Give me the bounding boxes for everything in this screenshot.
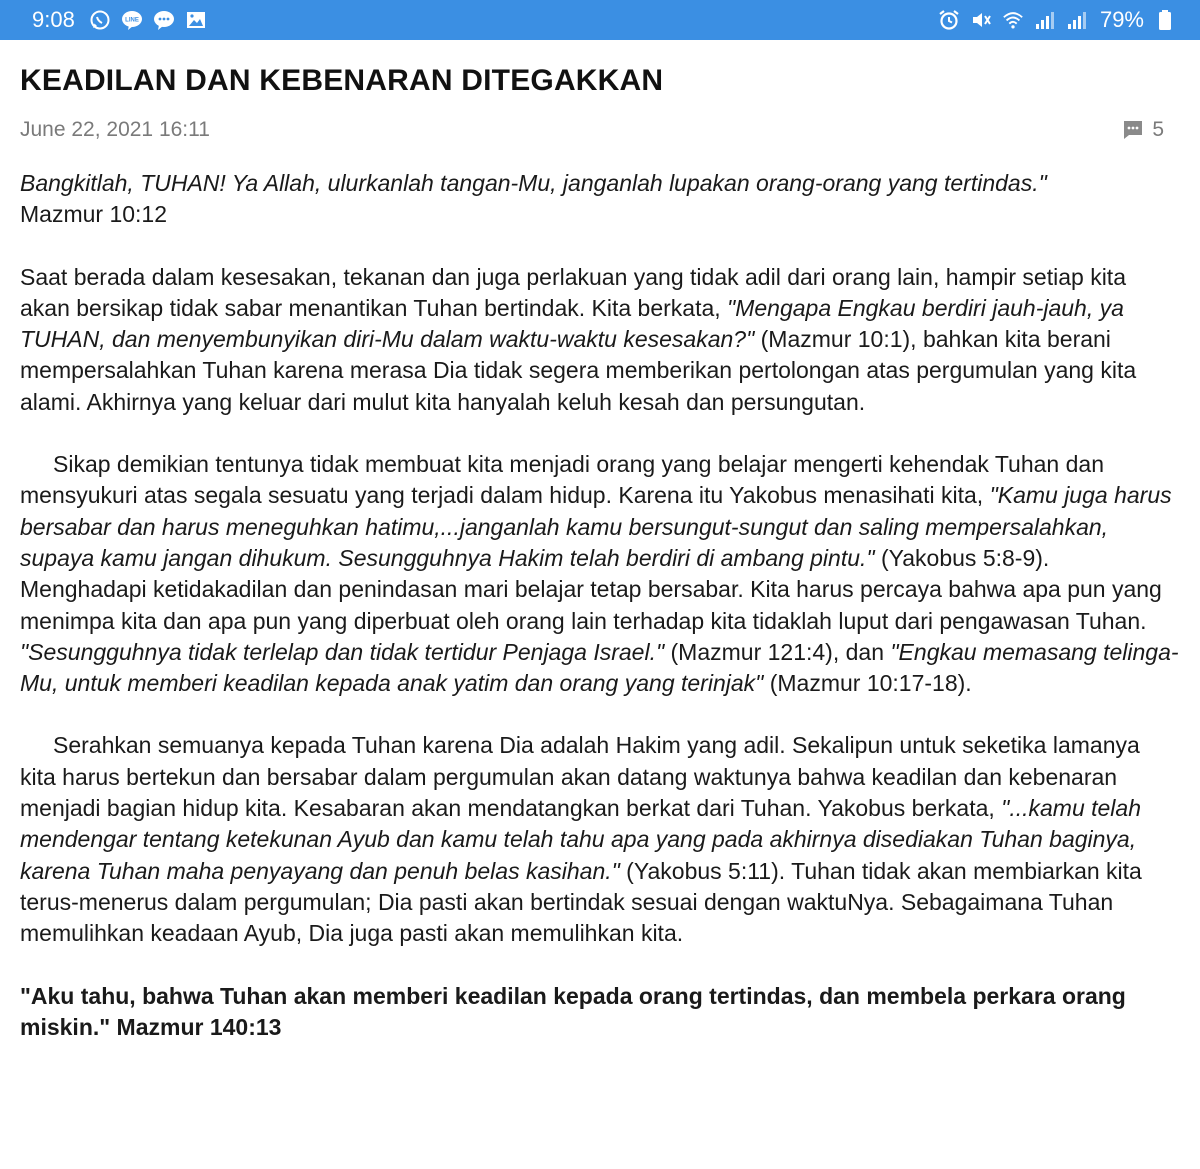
paragraph-3-quote: "...kamu telah mendengar tentang ketekunan Ayub dan kamu telah tahu apa yang pada akhirnya disediakan Tuhan baginya, karena Tuhan maha penyayang dan penuh belas kasihan.": [20, 795, 1141, 884]
paragraph-2-text-4: (Mazmur 10:17-18).: [763, 670, 972, 697]
opening-verse-reference: Mazmur 10:12: [20, 201, 168, 228]
status-time: 9:08: [32, 7, 75, 32]
status-bar: [0, 0, 1200, 40]
paragraph-3: [20, 730, 1180, 949]
paragraph-2: [20, 449, 1180, 699]
line-icon: [121, 9, 143, 31]
paragraph-3-text: Serahkan semuanya kepada Tuhan karena Dia adalah Hakim yang adil. Sekalipun untuk seketika lamanya kita harus bertekun dan bersabar dalam pergumulan akan datang waktunya bahwa keadilan dan kebenaran menjadi bagian hidup kita. Kesabaran akan mendatangkan berkat dari Tuhan. Yakobus berkata,: [20, 732, 1140, 822]
battery-icon: [1154, 9, 1176, 31]
opening-verse: [20, 168, 1180, 231]
alarm-icon: [938, 9, 960, 31]
post-meta: [20, 118, 1180, 142]
closing-verse: "Aku tahu, bahwa Tuhan akan memberi keadilan kepada orang tertindas, dan membela perkara orang miskin." Mazmur 140:13: [20, 982, 1126, 1040]
paragraph-1-text-2: (Mazmur 10:1), bahkan kita berani mempersalahkan Tuhan karena merasa Dia tidak segera memberikan pertolongan atas pergumulan yang kita alami. Akhirnya yang keluar dari mulut kita hanyalah keluh kesah dan persungutan.: [20, 326, 1137, 415]
paragraph-2-text-2: (Yakobus 5:8-9). Menghadapi ketidakadilan dan penindasan mari belajar tetap bersabar. Kita harus percaya bahwa apa pun yang menimpa kita dan apa pun yang diperbuat oleh orang lain terhadap kita tidaklah luput dari pengawasan Tuhan.: [20, 544, 1162, 634]
comment-icon: [1122, 119, 1144, 141]
comments-button[interactable]: [1122, 118, 1180, 142]
paragraph-1-quote: "Mengapa Engkau berdiri jauh-jauh, ya TUHAN, dan menyembunyikan diri-Mu dalam waktu-waktu kesesakan?": [20, 294, 1124, 353]
comment-count: 5: [1152, 118, 1164, 141]
gallery-icon: [185, 9, 207, 31]
opening-verse-text: Bangkitlah, TUHAN! Ya Allah, ulurkanlah tangan-Mu, janganlah lupakan orang-orang yang tertindas.": [20, 170, 1047, 196]
paragraph-2-quote-3: "Engkau memasang telinga-Mu, untuk memberi keadilan kepada anak yatim dan orang yang terinjak": [20, 638, 1179, 697]
wifi-icon: [1002, 9, 1024, 31]
paragraph-1-text: Saat berada dalam kesesakan, tekanan dan juga perlakuan yang tidak adil dari orang lain, hampir setiap kita akan bersikap tidak sabar menantikan Tuhan bertindak. Kita berkata,: [20, 263, 1126, 321]
post-body: [20, 168, 1180, 1043]
post-date: June 22, 2021 16:11: [20, 118, 210, 141]
paragraph-3-text-2: (Yakobus 5:11). Tuhan tidak akan membiarkan kita terus-menerus dalam pergumulan; Dia pasti akan bertindak sesuai dengan waktuNya. Sebagaimana Tuhan memulihkan keadaan Ayub, Dia juga pasti akan memulihkan kita.: [20, 857, 1142, 947]
paragraph-2-text-3: (Mazmur 121:4), dan: [664, 638, 891, 665]
battery-percentage: 79%: [1099, 7, 1144, 32]
svg-text:LINE: LINE: [124, 17, 139, 24]
paragraph-1: [20, 262, 1180, 418]
post-content: [0, 40, 1200, 1043]
paragraph-2-text: Sikap demikian tentunya tidak membuat kita menjadi orang yang belajar mengerti kehendak Tuhan dan mensyukuri atas segala sesuatu yang terjadi dalam hidup. Karena itu Yakobus menasihati kita,: [20, 451, 1104, 509]
signal-icon: [1034, 9, 1056, 31]
mute-icon: [970, 9, 992, 31]
post-title: KEADILAN DAN KEBENARAN DITEGAKKAN: [20, 64, 664, 97]
whatsapp-icon: [89, 9, 111, 31]
paragraph-2-quote-2: "Sesungguhnya tidak terlelap dan tidak tertidur Penjaga Israel.": [20, 638, 665, 665]
paragraph-2-quote: "Kamu juga harus bersabar dan harus meneguhkan hatimu,...janganlah kamu bersungut-sungut dan saling mempersalahkan, supaya kamu jangan dihukum. Sesungguhnya Hakim telah berdiri di ambang pintu.": [20, 482, 1172, 571]
chat-icon: [153, 9, 175, 31]
signal-icon: [1066, 9, 1088, 31]
